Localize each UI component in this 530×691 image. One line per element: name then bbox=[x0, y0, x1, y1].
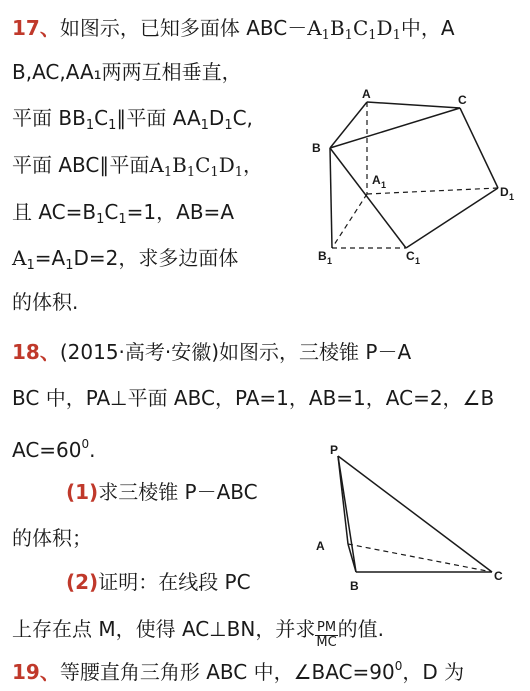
vertex-label-a: A bbox=[362, 88, 371, 101]
problem-number: 18、 bbox=[12, 340, 60, 364]
p18-line2: BC 中，PA⊥平面 ABC，PA=1，AB=1，AC=2，∠B bbox=[12, 386, 495, 410]
vertex-label-d1-sub: 1 bbox=[509, 192, 515, 202]
vertex-label-c1: C bbox=[406, 249, 415, 263]
vertex-label-c: C bbox=[458, 93, 467, 107]
p18-line1: 18、(2015·高考·安徽)如图示，三棱锥 P－A bbox=[12, 340, 412, 364]
p17-line1: 17、如图示，已知多面体 $ABC-A_1B_1C_1D_1$中，A bbox=[12, 16, 455, 43]
p19-line1: 19、等腰直角三角形 ABC 中，$\angle BAC=90^0$，D 为 bbox=[12, 659, 465, 684]
p17-line3: 平面 $BB_1C_1\parallel$平面 $AA_1D_1C$, bbox=[12, 106, 253, 133]
vertex-label-c1-sub: 1 bbox=[415, 256, 421, 266]
p18-part1-cont: 的体积； bbox=[12, 526, 92, 550]
vertex-label-p: P bbox=[330, 443, 339, 457]
vertex-label-b: B bbox=[350, 579, 359, 593]
p18-part1: (1)求三棱锥 P－ABC bbox=[66, 480, 258, 504]
p17-line4: 平面 ABC∥平面$A_1B_1C_1D_1$， bbox=[12, 153, 264, 180]
vertex-label-c: C bbox=[494, 569, 503, 583]
p17-line6: $A_1=A_1D=2$，求多边面体 bbox=[12, 246, 239, 273]
p17-line2: B,AC,AA₁两两互相垂直， bbox=[12, 60, 242, 84]
pyramid-figure bbox=[310, 440, 520, 600]
vertex-label-a1: A bbox=[372, 173, 381, 187]
vertex-label-b1: B bbox=[318, 249, 327, 263]
p18-part2-cont: 上存在点 M，使得 AC⊥BN，并求 $\frac{PM}{MC}$ 的值. bbox=[12, 617, 385, 650]
p17-line7: 的体积. bbox=[12, 290, 79, 314]
problem-number: 19、 bbox=[12, 660, 60, 684]
p17-line5: 且 $AC=B_1C_1=1$，AB=A bbox=[12, 200, 234, 227]
vertex-label-a: A bbox=[316, 539, 325, 553]
fraction-pm-mc: $\frac{PM}{MC}$ bbox=[316, 620, 337, 650]
p18-part2: (2)证明：在线段 PC bbox=[66, 570, 251, 594]
p18-line3: $AC=60^0$. bbox=[12, 437, 96, 462]
vertex-label-a1-sub: 1 bbox=[381, 180, 387, 190]
vertex-label-d1: D bbox=[500, 185, 509, 199]
polyhedron-figure bbox=[310, 88, 525, 268]
problem-number: 17、 bbox=[12, 16, 60, 40]
vertex-label-b1-sub: 1 bbox=[327, 256, 333, 266]
vertex-label-b: B bbox=[312, 141, 321, 155]
